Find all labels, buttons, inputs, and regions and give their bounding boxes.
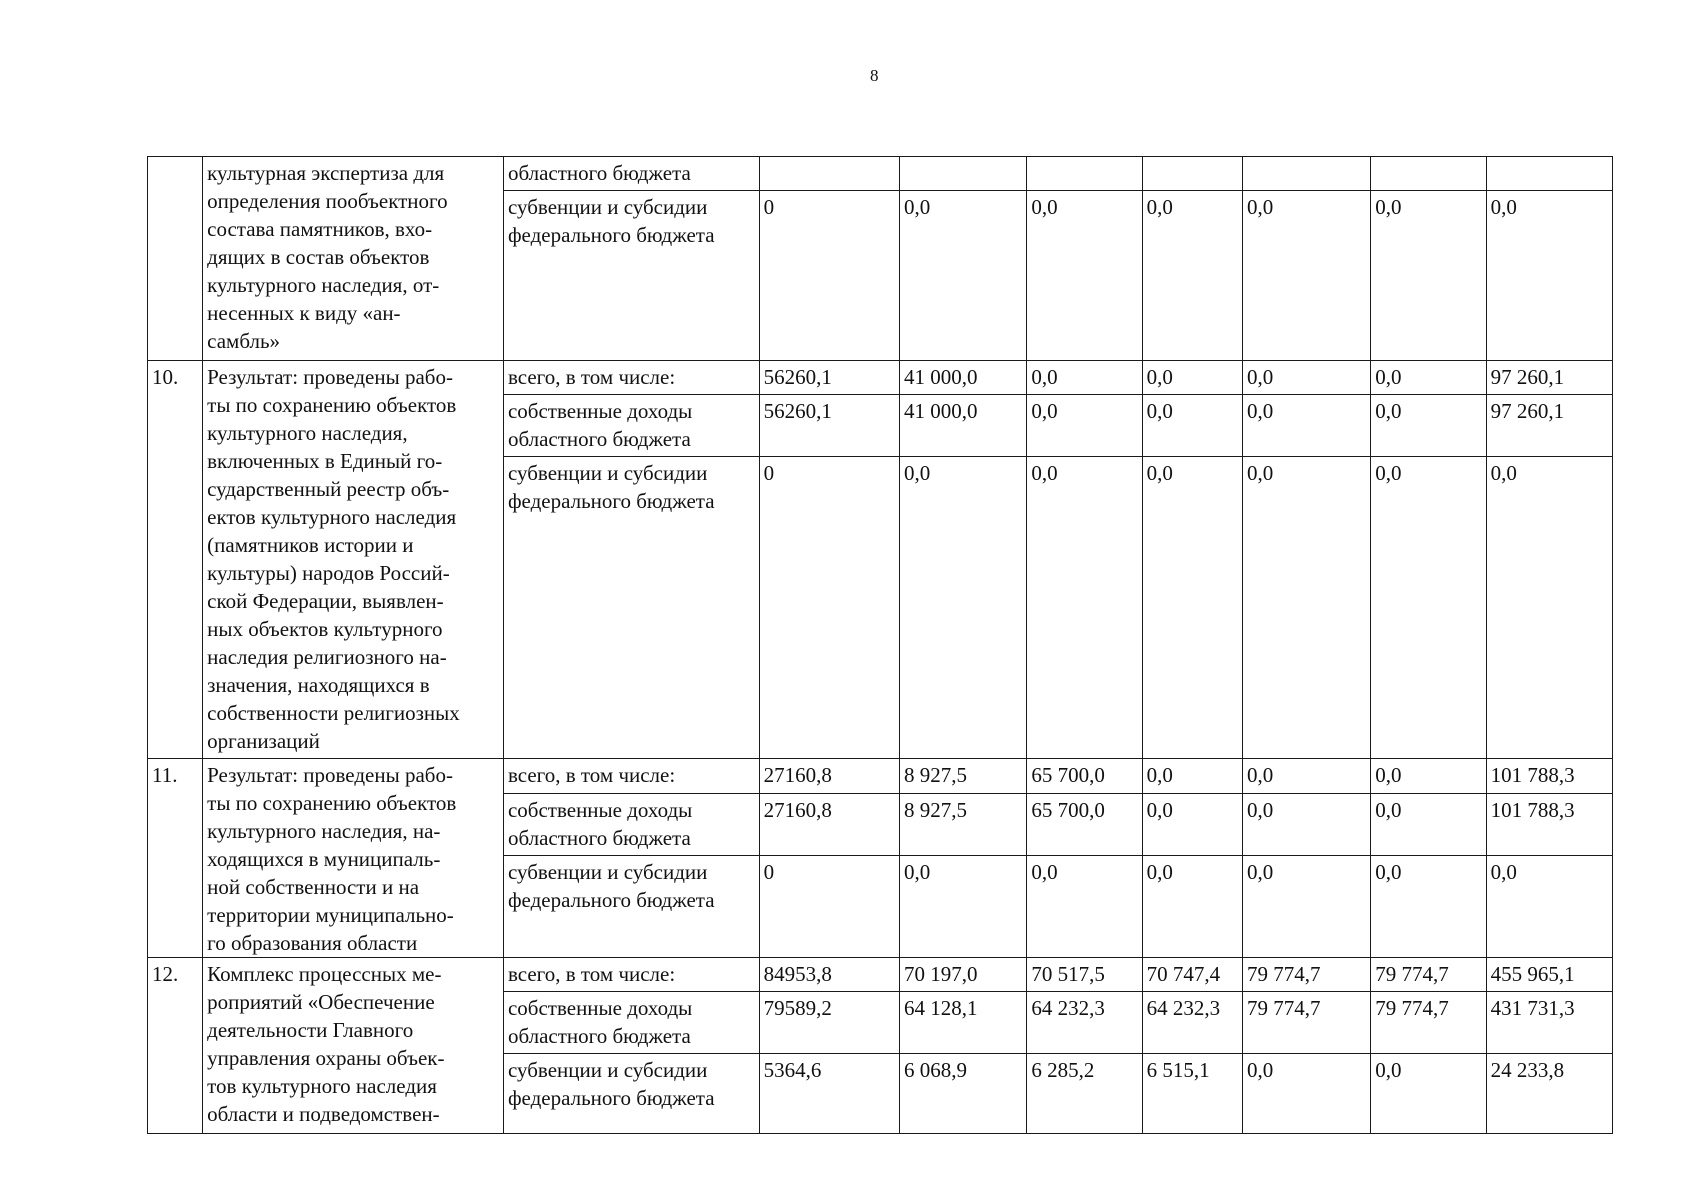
row-name: Комплекс процессных ме- роприятий «Обеспечение деятельности Главного управления охраны объек- тов культурного наследия области и подведомствен- <box>203 958 504 1134</box>
amount-cell: 8 927,5 <box>900 793 1027 856</box>
amount-cell: 0,0 <box>1371 191 1486 361</box>
amount-cell: 0,0 <box>1371 759 1486 794</box>
amount-cell: 0,0 <box>1242 457 1370 759</box>
funding-source-label: собственные доходы областного бюджета <box>503 395 759 457</box>
amount-cell: 101 788,3 <box>1486 793 1612 856</box>
amount-cell: 65 700,0 <box>1027 793 1142 856</box>
funding-source-label: субвенции и субсидии федерального бюджета <box>503 856 759 958</box>
amount-cell: 0,0 <box>1142 395 1242 457</box>
amount-cell: 101 788,3 <box>1486 759 1612 794</box>
amount-cell: 24 233,8 <box>1486 1054 1612 1134</box>
amount-cell: 0,0 <box>1242 759 1370 794</box>
funding-source-label: всего, в том числе: <box>503 361 759 395</box>
amount-cell: 0,0 <box>1371 793 1486 856</box>
amount-cell: 84953,8 <box>759 958 899 992</box>
amount-cell: 0,0 <box>1242 856 1370 958</box>
amount-cell: 79 774,7 <box>1371 958 1486 992</box>
amount-cell: 79 774,7 <box>1242 992 1370 1054</box>
row-number: 10. <box>148 361 203 759</box>
amount-cell <box>1486 157 1612 191</box>
amount-cell: 0,0 <box>1371 856 1486 958</box>
amount-cell: 0,0 <box>1371 457 1486 759</box>
amount-cell: 0,0 <box>1142 457 1242 759</box>
amount-cell: 56260,1 <box>759 395 899 457</box>
funding-source-label: собственные доходы областного бюджета <box>503 793 759 856</box>
amount-cell: 0,0 <box>1142 361 1242 395</box>
row-number: 12. <box>148 958 203 1134</box>
amount-cell: 70 197,0 <box>900 958 1027 992</box>
amount-cell: 0 <box>759 856 899 958</box>
amount-cell: 5364,6 <box>759 1054 899 1134</box>
amount-cell: 6 068,9 <box>900 1054 1027 1134</box>
amount-cell: 0 <box>759 457 899 759</box>
amount-cell: 79 774,7 <box>1242 958 1370 992</box>
amount-cell <box>900 157 1027 191</box>
row-name: культурная экспертиза для определения пообъектного состава памятников, вхо- дящих в состав объектов культурного наследия, от- несенных к виду «ан- самбль» <box>203 157 504 361</box>
amount-cell: 65 700,0 <box>1027 759 1142 794</box>
amount-cell: 0,0 <box>900 856 1027 958</box>
amount-cell: 0,0 <box>1486 191 1612 361</box>
amount-cell: 27160,8 <box>759 759 899 794</box>
amount-cell: 0,0 <box>1371 361 1486 395</box>
table-row <box>148 157 1613 191</box>
amount-cell: 0,0 <box>1242 191 1370 361</box>
amount-cell: 41 000,0 <box>900 361 1027 395</box>
amount-cell: 0,0 <box>1371 395 1486 457</box>
budget-table-body <box>148 157 1613 1134</box>
table-row <box>148 958 1613 992</box>
funding-source-label: субвенции и субсидии федерального бюджета <box>503 457 759 759</box>
funding-source-label: всего, в том числе: <box>503 958 759 992</box>
amount-cell: 0,0 <box>1027 361 1142 395</box>
row-name: Результат: проведены рабо- ты по сохранению объектов культурного наследия, включенных в Единый го- сударственный реестр объ- ектов культурного наследия (памятников истории и культуры) народов Россий- ской Федерации, выявлен- ных объектов культурного наследия религиозного на- значения, находящихся в собственности религиозных организаций <box>203 361 504 759</box>
amount-cell <box>1371 157 1486 191</box>
amount-cell: 27160,8 <box>759 793 899 856</box>
amount-cell: 0,0 <box>1027 395 1142 457</box>
amount-cell: 79 774,7 <box>1371 992 1486 1054</box>
funding-source-label: областного бюджета <box>503 157 759 191</box>
amount-cell: 0 <box>759 191 899 361</box>
row-number <box>148 157 203 361</box>
amount-cell: 56260,1 <box>759 361 899 395</box>
amount-cell: 6 285,2 <box>1027 1054 1142 1134</box>
amount-cell: 455 965,1 <box>1486 958 1612 992</box>
funding-source-label: субвенции и субсидии федерального бюджета <box>503 1054 759 1134</box>
amount-cell <box>1242 157 1370 191</box>
amount-cell: 0,0 <box>1371 1054 1486 1134</box>
amount-cell: 41 000,0 <box>900 395 1027 457</box>
amount-cell: 64 128,1 <box>900 992 1027 1054</box>
amount-cell: 70 747,4 <box>1142 958 1242 992</box>
amount-cell: 0,0 <box>1027 191 1142 361</box>
amount-cell: 64 232,3 <box>1027 992 1142 1054</box>
row-number: 11. <box>148 759 203 958</box>
amount-cell: 0,0 <box>1142 856 1242 958</box>
funding-source-label: субвенции и субсидии федерального бюджета <box>503 191 759 361</box>
amount-cell: 8 927,5 <box>900 759 1027 794</box>
amount-cell: 0,0 <box>1027 457 1142 759</box>
amount-cell: 0,0 <box>900 457 1027 759</box>
amount-cell: 0,0 <box>1142 191 1242 361</box>
amount-cell <box>759 157 899 191</box>
row-name: Результат: проведены рабо- ты по сохранению объектов культурного наследия, на- ходящихся в муниципаль- ной собственности и на территории муниципально- го образования области <box>203 759 504 958</box>
amount-cell: 70 517,5 <box>1027 958 1142 992</box>
amount-cell: 97 260,1 <box>1486 361 1612 395</box>
amount-cell: 64 232,3 <box>1142 992 1242 1054</box>
amount-cell: 0,0 <box>1142 793 1242 856</box>
table-row <box>148 361 1613 395</box>
table-row <box>148 759 1613 794</box>
amount-cell: 0,0 <box>1142 759 1242 794</box>
amount-cell: 79589,2 <box>759 992 899 1054</box>
budget-table <box>147 156 1613 1134</box>
amount-cell: 0,0 <box>1027 856 1142 958</box>
amount-cell: 431 731,3 <box>1486 992 1612 1054</box>
amount-cell: 0,0 <box>1242 395 1370 457</box>
amount-cell: 0,0 <box>900 191 1027 361</box>
amount-cell <box>1027 157 1142 191</box>
funding-source-label: собственные доходы областного бюджета <box>503 992 759 1054</box>
page-number: 8 <box>870 66 879 85</box>
amount-cell <box>1142 157 1242 191</box>
amount-cell: 97 260,1 <box>1486 395 1612 457</box>
amount-cell: 0,0 <box>1242 793 1370 856</box>
amount-cell: 0,0 <box>1242 361 1370 395</box>
amount-cell: 0,0 <box>1242 1054 1370 1134</box>
amount-cell: 6 515,1 <box>1142 1054 1242 1134</box>
amount-cell: 0,0 <box>1486 856 1612 958</box>
funding-source-label: всего, в том числе: <box>503 759 759 794</box>
amount-cell: 0,0 <box>1486 457 1612 759</box>
